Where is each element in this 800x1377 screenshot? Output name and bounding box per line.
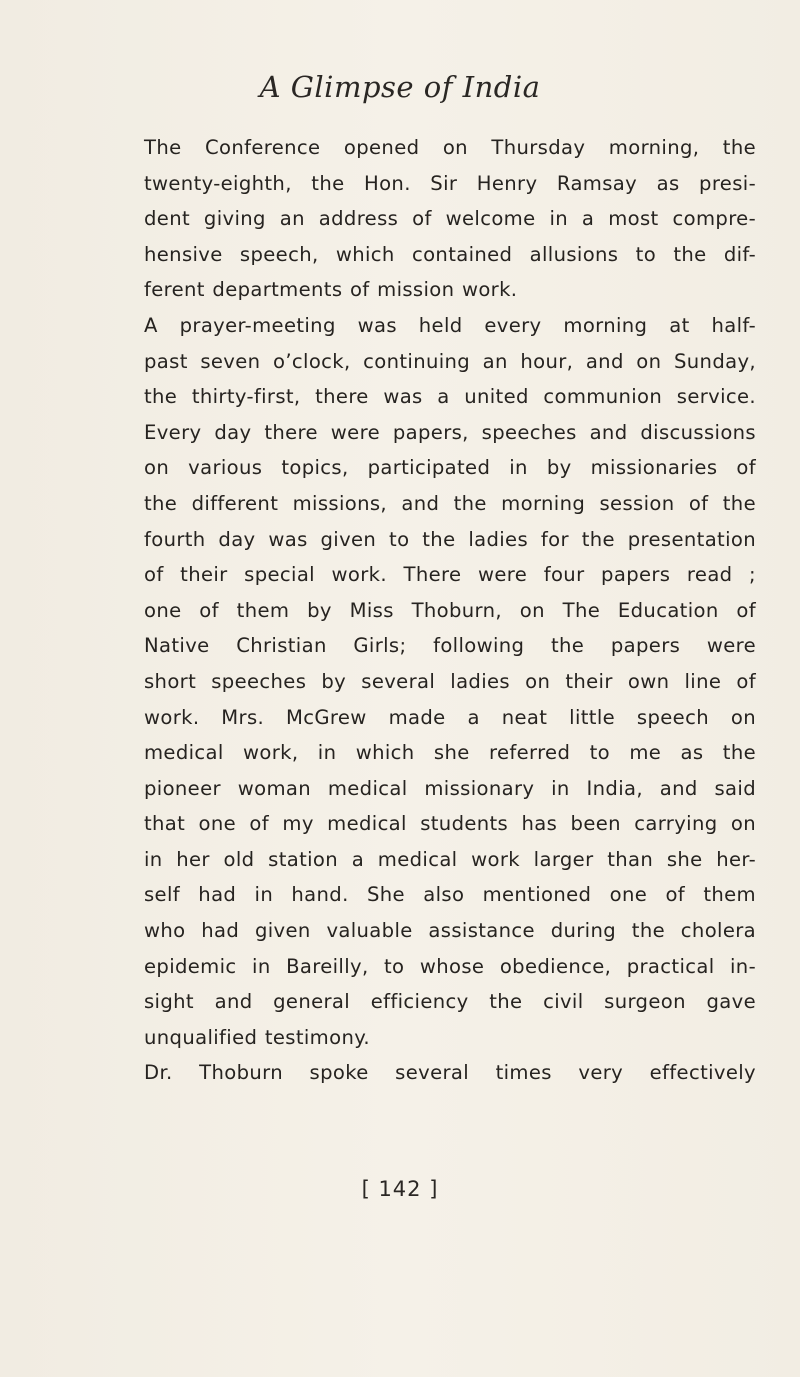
text-line: medical work, in which she referred to me as the (144, 741, 756, 765)
text-line: one of them by Miss Thoburn, on The Education of (144, 598, 756, 622)
text-line: self had in hand. She also mentioned one of them (144, 883, 756, 907)
text-line: A prayer-meeting was held every morning at half- (144, 313, 756, 337)
text-line: hensive speech, which contained allusions to the dif- (144, 242, 756, 266)
text-line: that one of my medical students has been carrying on (144, 812, 756, 836)
text-line: who had given valuable assistance during the cholera (144, 919, 756, 943)
text-line: in her old station a medical work larger than she her- (144, 847, 756, 871)
text-line: the thirty-first, there was a united communion service. (144, 385, 756, 409)
text-line: Every day there were papers, speeches and discussions (144, 420, 756, 444)
text-line: The Conference opened on Thursday morning, the (144, 136, 756, 159)
text-line: short speeches by several ladies on their own line of (144, 669, 756, 693)
text-line: dent giving an address of welcome in a most compre- (144, 207, 756, 231)
text-line: twenty-eighth, the Hon. Sir Henry Ramsay as presi- (144, 171, 756, 195)
text-line: on various topics, participated in by missionaries of (144, 456, 756, 480)
text-line: of their special work. There were four papers read ; (144, 563, 756, 587)
text-line: past seven o’clock, continuing an hour, and on Sunday, (144, 349, 756, 373)
text-line: work. Mrs. McGrew made a neat little speech on (144, 705, 756, 729)
text-line: ferent departments of mission work. (144, 278, 518, 302)
text-line: epidemic in Bareilly, to whose obedience, practical in- (144, 954, 756, 978)
running-head: A Glimpse of India (259, 70, 541, 104)
text-line: fourth day was given to the ladies for the presentation (144, 527, 756, 551)
page-number: [ 142 ] (361, 1177, 439, 1201)
text-line: Native Christian Girls; following the papers were (144, 634, 756, 658)
text-line: sight and general efficiency the civil surgeon gave (144, 990, 756, 1014)
text-line: Dr. Thoburn spoke several times very effectively (144, 1061, 756, 1085)
text-line: the different missions, and the morning session of the (144, 491, 756, 515)
body-text (144, 130, 756, 1091)
text-line: unqualified testimony. (144, 1025, 370, 1049)
text-line: pioneer woman medical missionary in India, and said (144, 776, 756, 800)
